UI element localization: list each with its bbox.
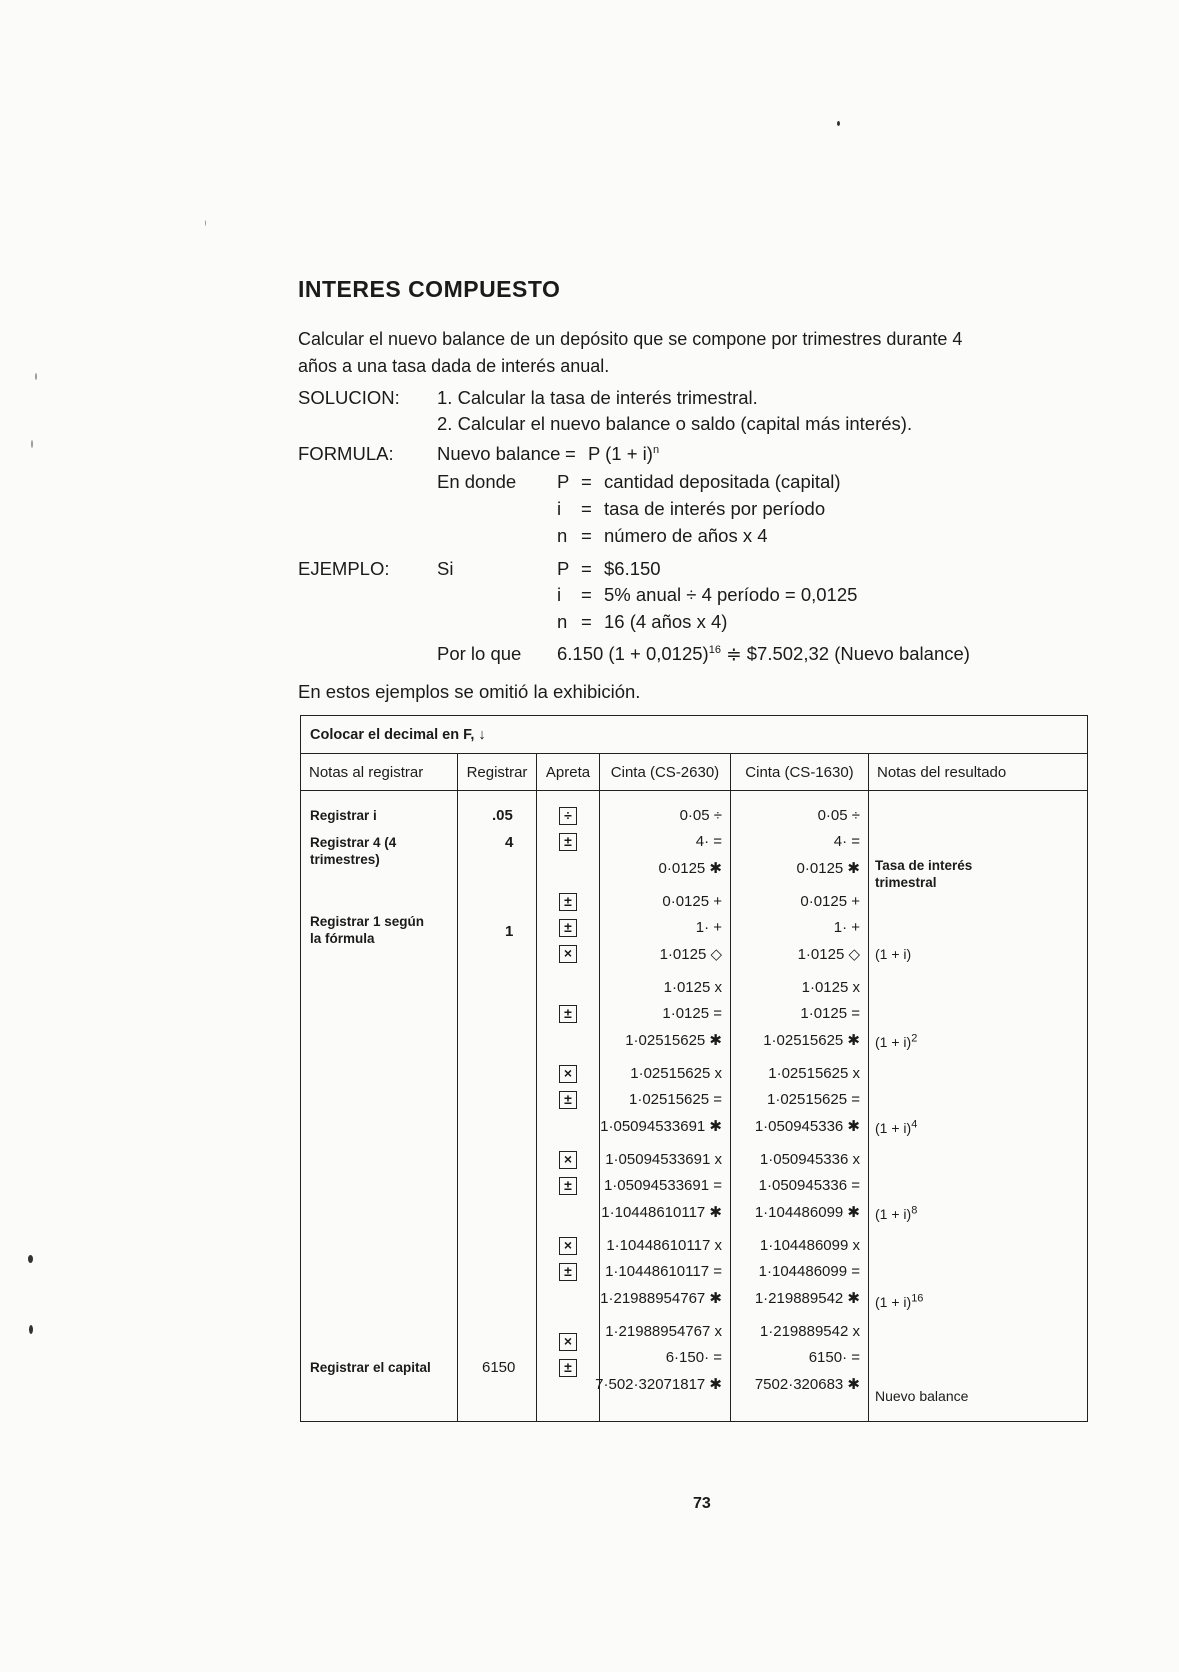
tape-entry: 0·0125 + — [662, 893, 722, 910]
page-number: 73 — [693, 1495, 711, 1512]
ej-p-eq: = — [581, 558, 592, 579]
registrar-value: 1 — [505, 923, 514, 940]
tape-entry: 4· = — [695, 833, 722, 850]
note-in: Registrar el capital — [310, 1360, 431, 1375]
header-notas-resultado: Notas del resultado — [869, 754, 1088, 791]
tape-entry: 1·104486099 = — [758, 1263, 860, 1280]
solucion-step-2: 2. Calcular el nuevo balance o saldo (capital más interés). — [437, 413, 913, 434]
tape-entry: 1·104486099 ✱ — [754, 1204, 860, 1221]
ej-n-eq: = — [581, 611, 592, 632]
ejemplo-si: Si — [437, 558, 454, 579]
col-registrar — [458, 791, 536, 1421]
tape-entry: 1·21988954767 ✱ — [600, 1290, 722, 1307]
table-caption: Colocar el decimal en F, ↓ — [301, 716, 1088, 754]
tape-entry: 1· + — [833, 919, 860, 936]
col-cinta-2630 — [595, 791, 730, 1421]
tape-entry: 1·05094533691 ✱ — [600, 1118, 722, 1135]
tape-entry: 1·219889542 x — [759, 1323, 860, 1340]
tape-entry: 1·0125 ◇ — [659, 946, 722, 963]
col-apreta — [537, 791, 599, 1421]
omission-note: En estos ejemplos se omitió la exhibición. — [298, 681, 641, 702]
note-out: (1 + i) — [875, 946, 912, 962]
tape-entry: 6·150· = — [665, 1349, 722, 1366]
tape-entry: 1·104486099 x — [759, 1237, 860, 1254]
ej-i-eq: = — [581, 584, 592, 605]
formula-label: FORMULA: — [298, 443, 394, 464]
tape-entry: 1·10448610117 = — [605, 1263, 722, 1280]
solucion-step-1: 1. Calcular la tasa de interés trimestral. — [437, 387, 758, 408]
var-i-sym: i — [557, 498, 562, 519]
plus-minus-key-icon: ± — [559, 1005, 577, 1023]
intro-line-2: años a una tasa dada de interés anual. — [298, 356, 610, 376]
plus-minus-key-icon: ± — [559, 833, 577, 851]
tape-entry: 0·0125 ✱ — [658, 860, 722, 877]
tape-entry: 0·05 ÷ — [679, 807, 722, 824]
ej-n-desc: 16 (4 años x 4) — [604, 611, 728, 632]
multiply-key-icon: × — [559, 1151, 577, 1169]
tape-entry: 1·219889542 ✱ — [754, 1290, 860, 1307]
var-i-desc: tasa de interés por período — [604, 498, 826, 519]
formula-lhs: Nuevo balance — [437, 443, 561, 464]
tape-entry: 1·050945336 = — [758, 1177, 860, 1194]
tape-entry: 7·502·32071817 ✱ — [595, 1376, 722, 1393]
header-notas-registrar: Notas al registrar — [301, 754, 458, 791]
tape-entry: 7502·320683 ✱ — [754, 1376, 860, 1393]
tape-entry: 0·05 ÷ — [817, 807, 860, 824]
plus-minus-key-icon: ± — [559, 1177, 577, 1195]
ej-i-sym: i — [557, 584, 562, 605]
ej-p-desc: $6.150 — [604, 558, 661, 579]
note-out: Tasa de interés — [875, 858, 973, 873]
note-out: $(1 + i)^4$ — [875, 1118, 918, 1136]
var-p-eq: = — [581, 471, 592, 492]
var-p-sym: P — [557, 471, 570, 492]
ej-n-sym: n — [557, 611, 568, 632]
plus-minus-key-icon: ± — [559, 1263, 577, 1281]
registrar-value: .05 — [492, 807, 513, 824]
note-out: trimestral — [875, 875, 937, 890]
tape-entry: 1·10448610117 x — [606, 1237, 722, 1254]
var-n-desc: número de años x 4 — [604, 525, 768, 546]
note-out: $(1 + i)^2$ — [875, 1032, 918, 1050]
tape-entry: 0·0125 ✱ — [796, 860, 860, 877]
formula-rhs: P $(1 + i)^n$ — [588, 443, 660, 464]
tape-entry: 1·02515625 ✱ — [625, 1032, 722, 1049]
ej-p-sym: P — [557, 558, 570, 579]
multiply-key-icon: × — [559, 945, 577, 963]
plus-minus-key-icon: ± — [559, 1091, 577, 1109]
tape-entry: 1· + — [695, 919, 722, 936]
ej-i-desc: 5% anual ÷ 4 período = 0,0125 — [604, 584, 858, 605]
tape-entry: 1·050945336 x — [759, 1151, 860, 1168]
multiply-key-icon: × — [559, 1333, 577, 1351]
tape-entry: 1·02515625 = — [628, 1091, 722, 1108]
por-lo-que: Por lo que — [437, 643, 522, 664]
tape-entry: 0·0125 + — [800, 893, 860, 910]
where-label: En donde — [437, 471, 517, 492]
tape-entry: 1·0125 = — [662, 1005, 722, 1022]
multiply-key-icon: × — [559, 1237, 577, 1255]
note-out: $(1 + i)^{16}$ — [875, 1292, 924, 1310]
intro-line-1: Calcular el nuevo balance de un depósito que se compone por trimestres durante 4 — [298, 329, 963, 349]
note-in: Registrar i — [310, 808, 377, 823]
header-apreta: Apreta — [537, 754, 600, 791]
calculation-table — [300, 715, 1088, 1422]
registrar-value: 6150 — [482, 1359, 516, 1376]
note-in: Registrar 1 según — [310, 914, 425, 929]
page-title: INTERES COMPUESTO — [298, 276, 561, 302]
tape-entry: 1·0125 = — [800, 1005, 860, 1022]
tape-entry: 4· = — [833, 833, 860, 850]
plus-minus-key-icon: ± — [559, 1359, 577, 1377]
plus-minus-key-icon: ± — [559, 919, 577, 937]
tape-entry: 1·02515625 x — [630, 1065, 722, 1082]
header-cinta-1630: Cinta (CS-1630) — [731, 754, 869, 791]
var-p-desc: cantidad depositada (capital) — [604, 471, 841, 492]
tape-entry: 1·02515625 ✱ — [763, 1032, 860, 1049]
note-out: Nuevo balance — [875, 1388, 969, 1404]
note-in: trimestres) — [310, 852, 380, 867]
tape-entry: 6150· = — [808, 1349, 860, 1366]
tape-entry: 1·05094533691 x — [605, 1151, 722, 1168]
tape-entry: 1·050945336 ✱ — [754, 1118, 860, 1135]
note-in: Registrar 4 (4 — [310, 835, 397, 850]
ejemplo-result: 6.150 $(1 + 0,0125)^{16}$ ≑ $7.502,32 (Nuevo balance) — [557, 643, 970, 664]
ejemplo-label: EJEMPLO: — [298, 558, 390, 579]
tape-entry: 1·10448610117 ✱ — [601, 1204, 722, 1221]
var-i-eq: = — [581, 498, 592, 519]
header-cinta-2630: Cinta (CS-2630) — [600, 754, 731, 791]
tape-entry: 1·0125 x — [801, 979, 860, 996]
divide-key-icon: ÷ — [559, 807, 577, 825]
var-n-eq: = — [581, 525, 592, 546]
tape-entry: 1·02515625 x — [768, 1065, 860, 1082]
plus-minus-key-icon: ± — [559, 893, 577, 911]
note-out: $(1 + i)^8$ — [875, 1204, 918, 1222]
var-n-sym: n — [557, 525, 568, 546]
tape-entry: 1·0125 ◇ — [797, 946, 860, 963]
formula-eq: = — [565, 443, 576, 464]
col-notas-registrar — [301, 791, 457, 1421]
tape-entry: 1·05094533691 = — [603, 1177, 722, 1194]
col-cinta-1630 — [731, 791, 868, 1421]
solucion-label: SOLUCION: — [298, 387, 400, 408]
col-notas-resultado — [869, 791, 1087, 1421]
multiply-key-icon: × — [559, 1065, 577, 1083]
tape-entry: 1·21988954767 x — [605, 1323, 722, 1340]
registrar-value: 4 — [505, 834, 514, 851]
tape-entry: 1·02515625 = — [766, 1091, 860, 1108]
tape-entry: 1·0125 x — [663, 979, 722, 996]
note-in: la fórmula — [310, 931, 375, 946]
header-registrar: Registrar — [458, 754, 537, 791]
